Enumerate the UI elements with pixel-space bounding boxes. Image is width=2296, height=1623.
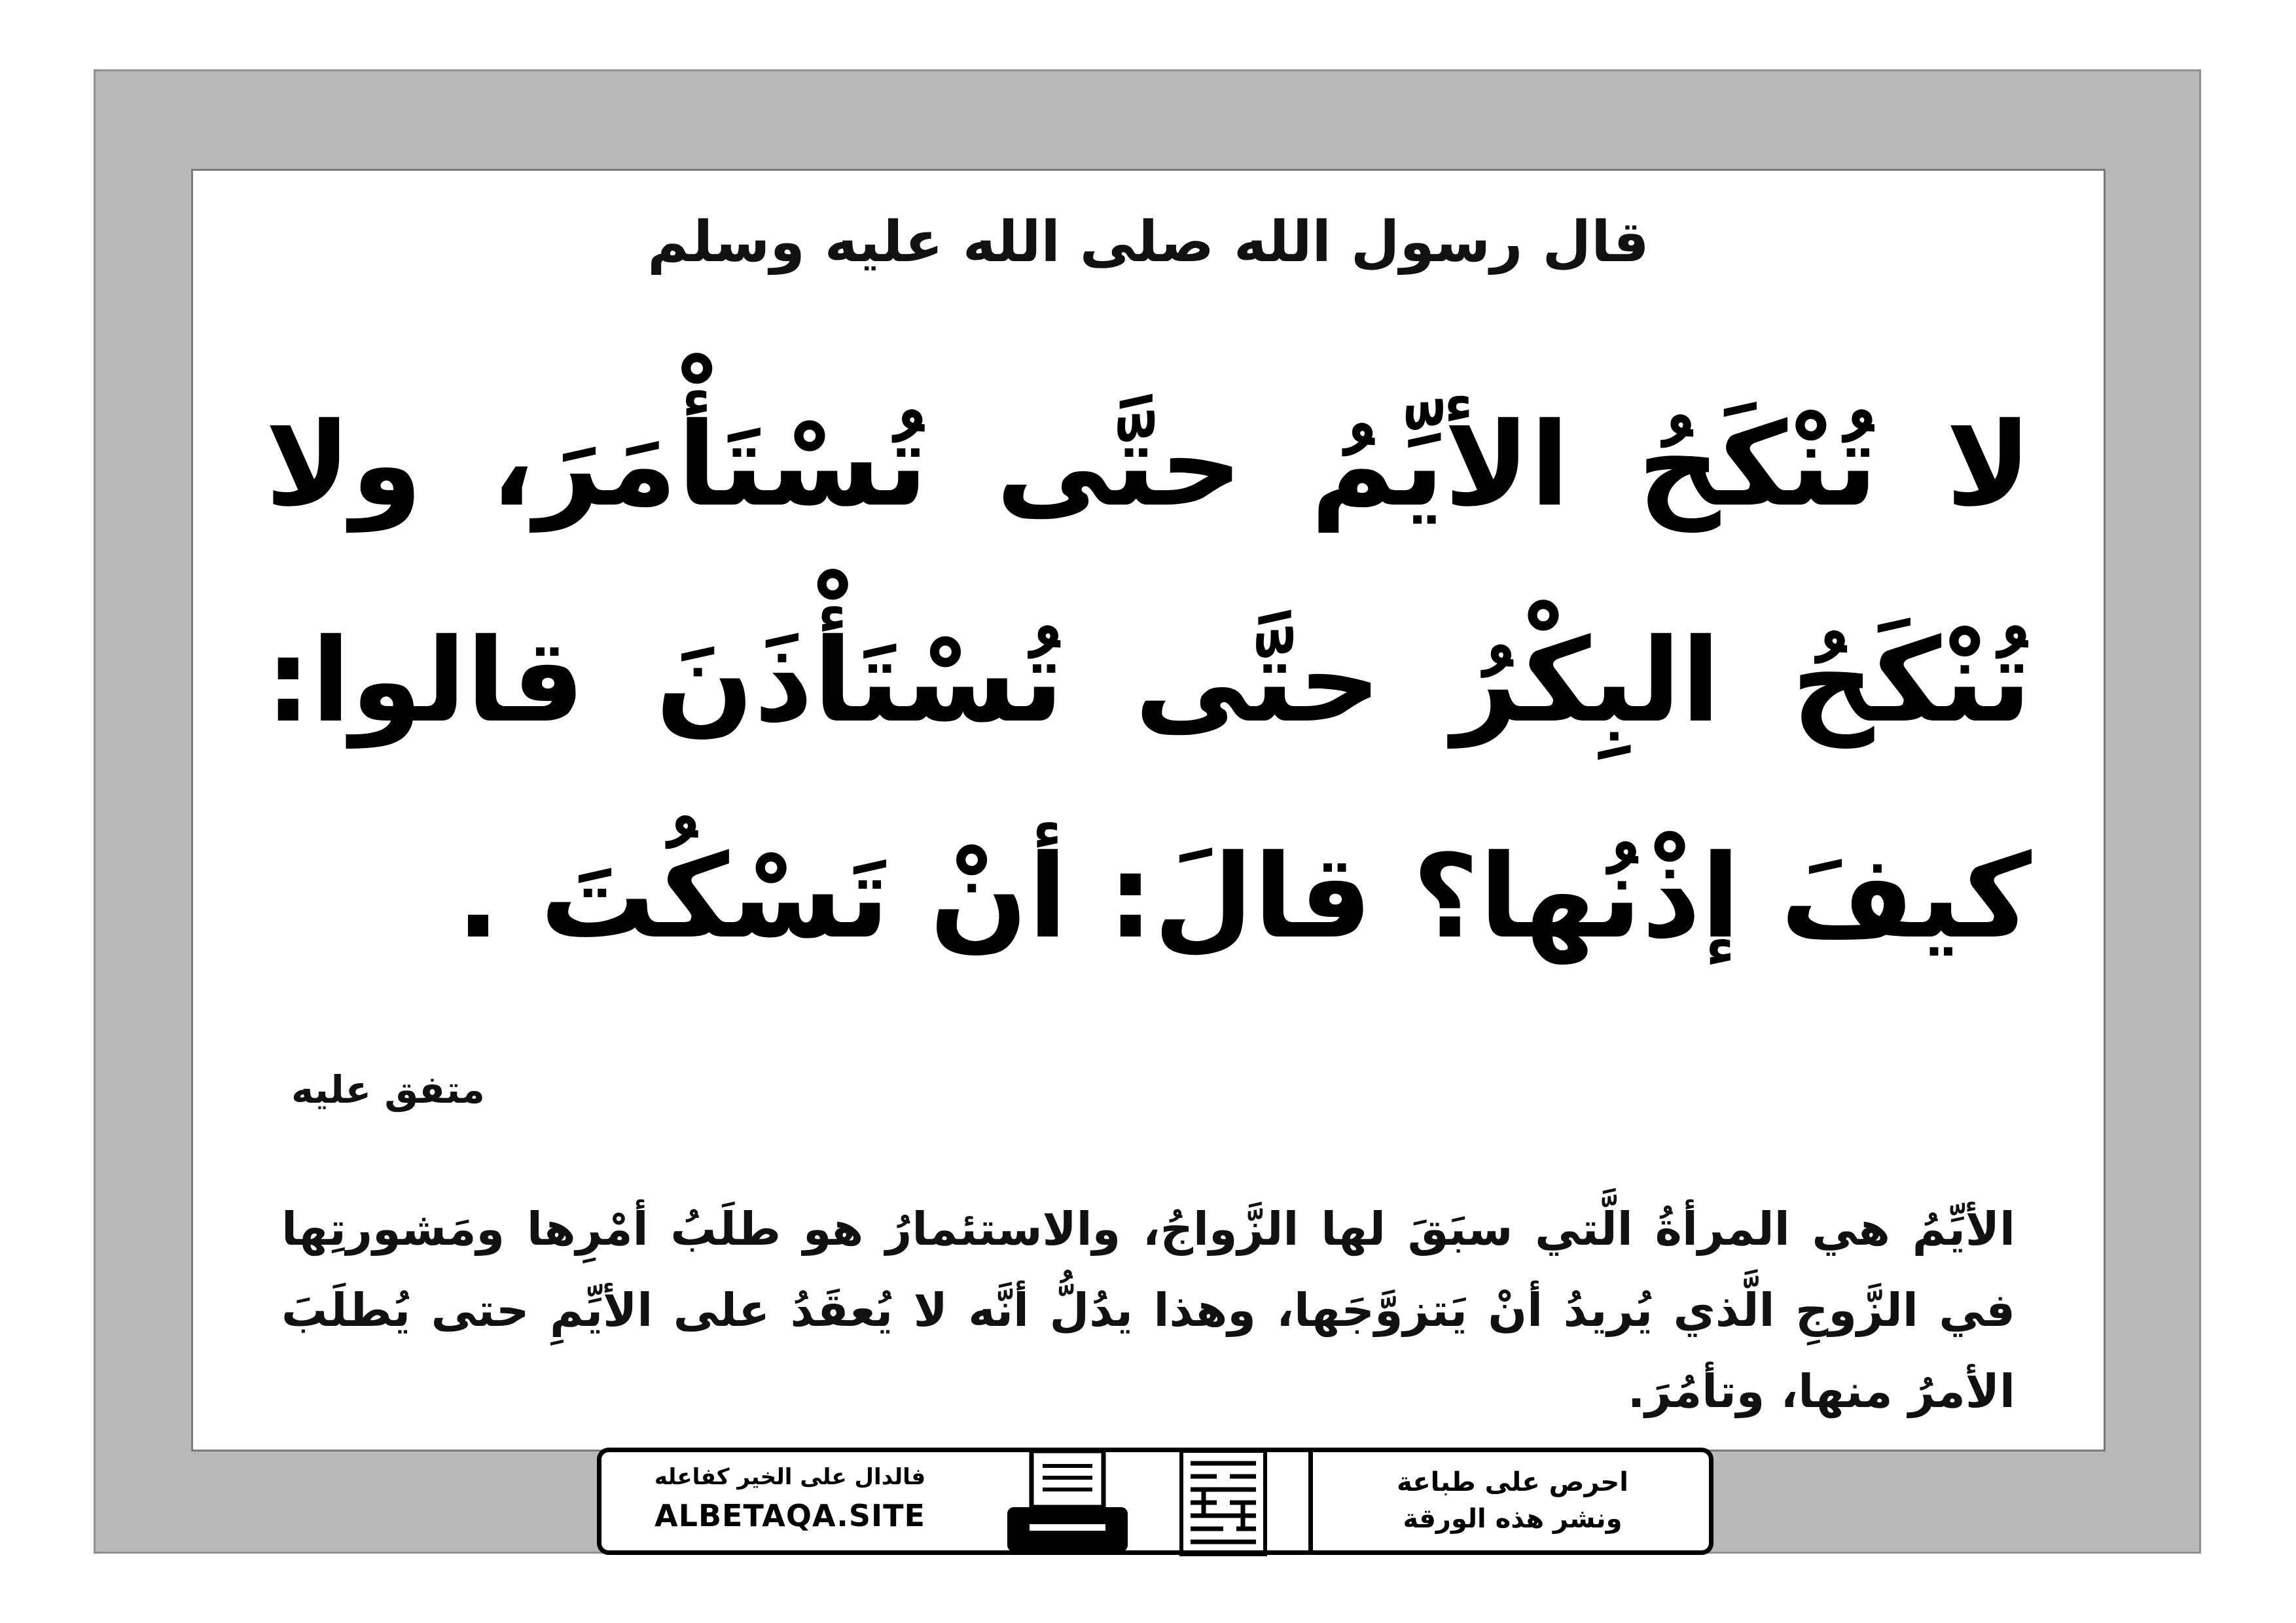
hadith-source: متفق عليه	[291, 1067, 485, 1112]
printer-icon	[1002, 1447, 1133, 1558]
print-notice-line1: احرص على طباعة	[1397, 1467, 1628, 1497]
header-title: قال رسول الله صلى الله عليه وسلم	[647, 209, 1649, 275]
content-card	[191, 169, 2106, 1452]
hadith-text: لا تُنْكَحُ الأيِّمُ حتَّى تُسْتَأْمَرَ، ولا تُنْكَحُ البِكْرُ حتَّى تُسْتَأْذَنَ قالوا: كيفَ إذْنُها؟ قالَ: أنْ تَسْكُتَ .	[265, 398, 2032, 964]
explanation-text: الأيِّمُ هي المرأةُ الَّتي سبَقَ لها الزَّواجُ، والاستئمارُ هو طلَبُ أمْرِها ومَشورتِها في الزَّوجِ الَّذي يُريدُ أنْ يَتزوَّجَها، وهذا يدُلُّ أنَّه لا يُعقَدُ على الأيِّمِ حتى يُطلَبَ الأمرُ منها، وتأمُرَ.	[281, 1202, 2015, 1418]
footer-slogan: فالدال على الخير كفاعله	[654, 1464, 926, 1490]
print-notice-line2: ونشر هذه الورقة	[1403, 1504, 1623, 1534]
footer-website-block	[613, 1460, 967, 1543]
footer-divider	[1308, 1452, 1313, 1550]
dawat-alwaraqa-logo	[1177, 1447, 1269, 1558]
footer-bar	[597, 1448, 1713, 1555]
website-link[interactable]: ALBETAQA.SITE	[655, 1498, 925, 1533]
footer-print-notice	[1342, 1464, 1683, 1543]
